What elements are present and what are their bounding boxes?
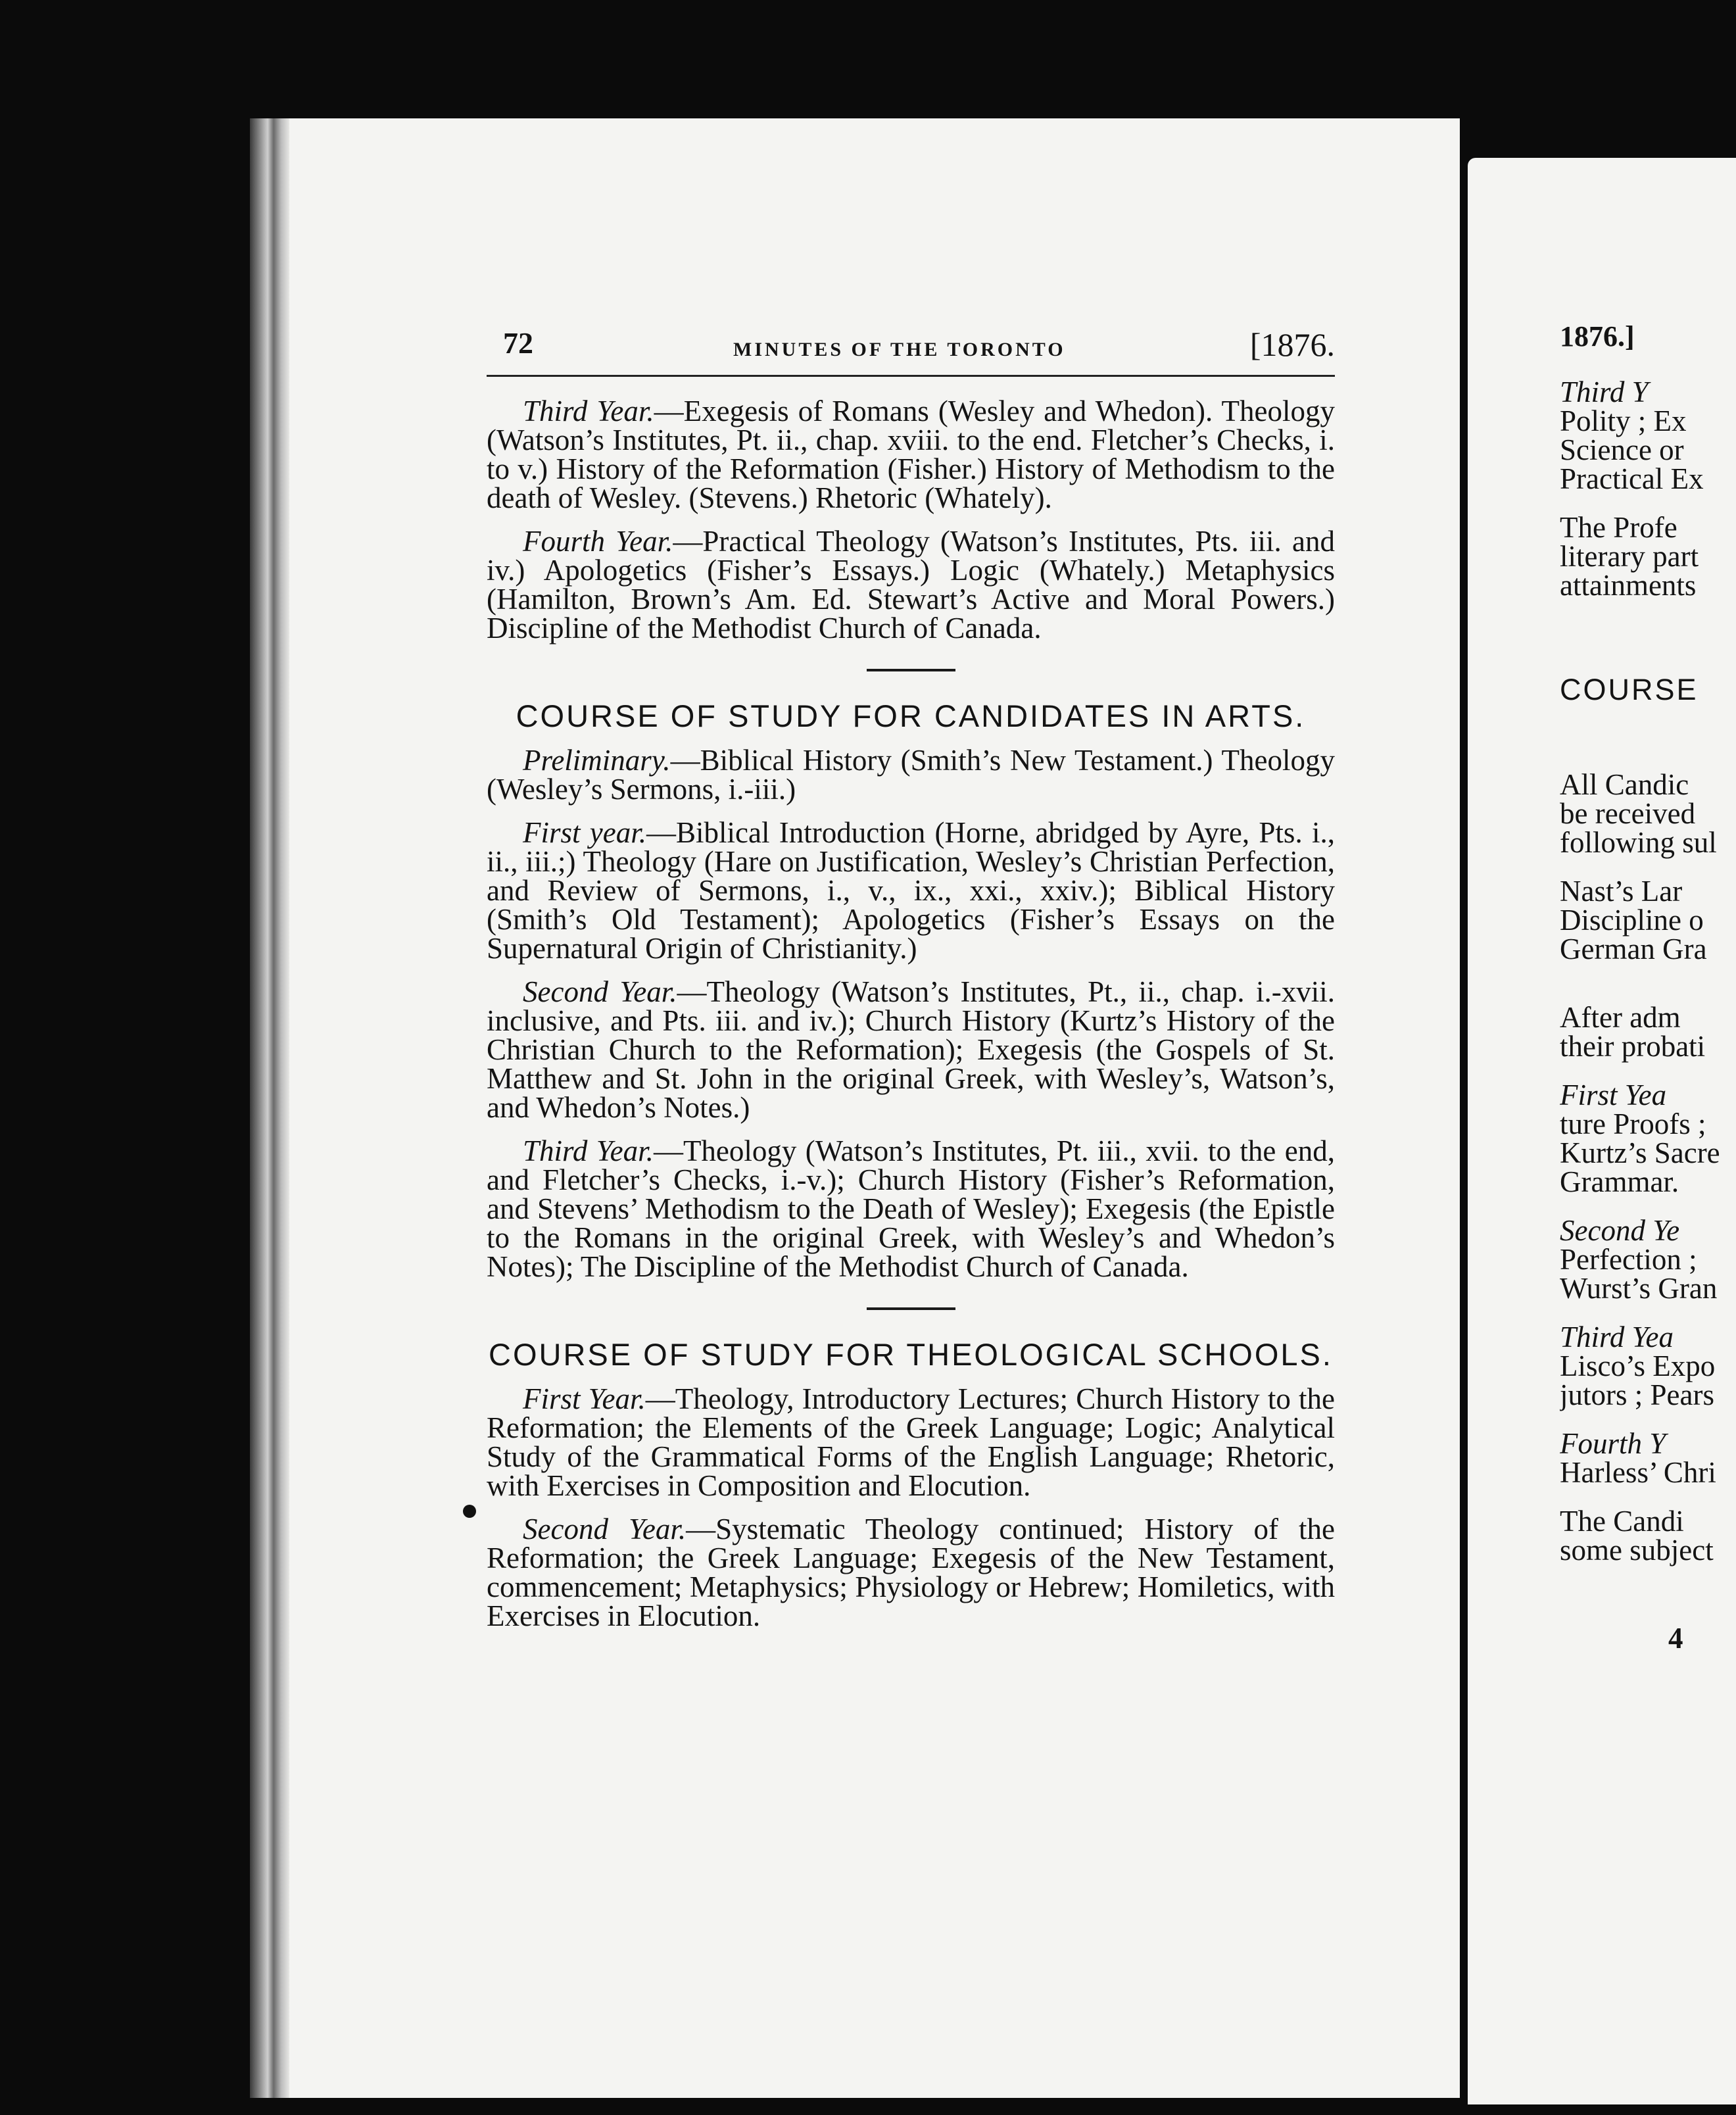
right-line: Science or [1560, 433, 1684, 466]
right-line: literary part [1560, 540, 1699, 573]
para-lead: Third Year. [523, 1134, 654, 1167]
paragraph-third-year [487, 397, 1335, 512]
para-text: —Exegesis of Romans (Wesley and Whedon). Theology (Watson’s Institutes, Pt. ii., chap. xviii. to the end. Fletcher’s Checks, i. to v.) History of the Reformation (Fisher.) History of Methodism to the death of Wesley. (Stevens.) Rhetoric (Whately). [487, 395, 1335, 514]
ink-blot-mark [463, 1505, 476, 1518]
para-lead: First Year. [523, 1382, 646, 1415]
header-year: [1876. [1249, 326, 1335, 363]
para-text: —Biblical Introduction (Horne, abridged by Ayre, Pts. i., ii., iii.;) Theology (Hare on Justification, Wesley’s Christian Perfection, and Review of Sermons, i., v., ix., xxi., xxiv.); Biblical History (Smith’s Old Testament); Apologetics (Fisher’s Essays on the Supernatural Origin of Christianity.) [487, 816, 1335, 965]
paragraph-fourth-year [487, 527, 1335, 643]
para-text: —Practical Theology (Watson’s Institutes, Pts. iii. and iv.) Apologetics (Fisher’s Essays.) Logic (Whately.) Metaphysics (Hamilton, Brown’s Am. Ed. Stewart’s Active and Moral Powers.) Discipline of the Methodist Church of Canada. [487, 525, 1335, 644]
paragraph-third-year-arts [487, 1136, 1335, 1281]
left-page-text [487, 322, 1335, 1630]
paragraph-second-year [487, 977, 1335, 1122]
right-line: Fourth Y [1560, 1427, 1666, 1460]
right-line: Lisco’s Expo [1560, 1349, 1716, 1382]
right-line: jutors ; Pears [1560, 1378, 1714, 1411]
right-line: Second Ye [1560, 1214, 1680, 1247]
para-text: —Systematic Theology continued; History of the Reformation; the Greek Language; Exegesis of the New Testament, commencement; Metaphysics; Physiology or Hebrew; Homiletics, with Exercises in Elocution. [487, 1513, 1335, 1632]
right-line: Harless’ Chri [1560, 1456, 1716, 1489]
para-lead: Second Year. [523, 975, 677, 1008]
right-line: Kurtz’s Sacre [1560, 1136, 1720, 1169]
right-page-text [1560, 322, 1736, 1653]
para-lead: Third Year. [523, 395, 654, 427]
right-line: ture Proofs ; [1560, 1107, 1706, 1140]
right-line: Polity ; Ex [1560, 404, 1687, 437]
right-heading: COURSE [1560, 673, 1699, 706]
paragraph-first-year [487, 818, 1335, 963]
para-text: —Theology, Introductory Lectures; Church History to the Reformation; the Elements of the Greek Language; Logic; Analytical Study of the Grammatical Forms of the English Language; Rhetoric, with Exercises in Composition and Elocution. [487, 1382, 1335, 1502]
right-line: Wurst’s Gran [1560, 1272, 1718, 1305]
para-lead: Second Year. [523, 1513, 687, 1545]
right-line: following sul [1560, 826, 1717, 859]
right-line: All Candic [1560, 768, 1689, 801]
heading-arts: COURSE OF STUDY FOR CANDIDATES IN ARTS. [516, 698, 1306, 733]
book-binding-edge [250, 118, 289, 2098]
page-number: 72 [503, 326, 533, 360]
signature-mark: 4 [1668, 1622, 1683, 1653]
right-line: Practical Ex [1560, 462, 1704, 495]
paragraph-first-year-theo [487, 1384, 1335, 1500]
para-lead: Fourth Year. [523, 525, 673, 558]
right-line: German Gra [1560, 933, 1707, 965]
right-line: be received [1560, 797, 1696, 830]
paragraph-preliminary [487, 746, 1335, 804]
right-line: The Candi [1560, 1505, 1684, 1538]
running-title: MINUTES OF THE TORONTO [733, 339, 1066, 360]
right-line: attainments [1560, 569, 1697, 602]
right-line: Grammar. [1560, 1165, 1679, 1198]
right-line: some subject [1560, 1534, 1714, 1567]
para-text: —Theology (Watson’s Institutes, Pt. iii., xvii. to the end, and Fletcher’s Checks, i.-v.); Church History (Fisher’s Reformation, and Stevens’ Methodism to the Death of Wesley); Exegesis (the Epistle to the Romans in the original Greek, with Wesley’s and Whedon’s Notes); The Discipline of the Methodist Church of Canada. [487, 1134, 1336, 1283]
right-line: After adm [1560, 1001, 1681, 1034]
para-lead: First year. [523, 816, 647, 849]
para-text: —Theology (Watson’s Institutes, Pt., ii., chap. i.-xvii. inclusive, and Pts. iii. and iv.); Church History (Kurtz’s History of the Christian Church to the Reformation); Exegesis (the Gospels of St. Matthew and St. John in the original Greek, with Wesley’s, Watson’s, and Whedon’s Notes.) [487, 975, 1335, 1124]
right-line: Discipline o [1560, 904, 1704, 936]
right-line: Perfection ; [1560, 1243, 1697, 1276]
right-line: their probati [1560, 1030, 1706, 1063]
para-text: —Biblical History (Smith’s New Testament.) Theology (Wesley’s Sermons, i.-iii.) [487, 744, 1335, 806]
para-lead: Preliminary. [523, 744, 671, 777]
section-divider [867, 669, 955, 671]
section-divider [867, 1307, 955, 1310]
right-line: Third Yea [1560, 1321, 1674, 1353]
paragraph-second-year-theo [487, 1515, 1335, 1630]
right-line: Third Y [1560, 376, 1649, 408]
right-header-year: 1876.] [1560, 322, 1635, 352]
heading-theological: COURSE OF STUDY FOR THEOLOGICAL SCHOOLS. [489, 1337, 1333, 1372]
running-header [487, 322, 1335, 377]
right-line: The Profe [1560, 511, 1677, 544]
right-line: Nast’s Lar [1560, 875, 1683, 908]
right-line: First Yea [1560, 1079, 1667, 1111]
